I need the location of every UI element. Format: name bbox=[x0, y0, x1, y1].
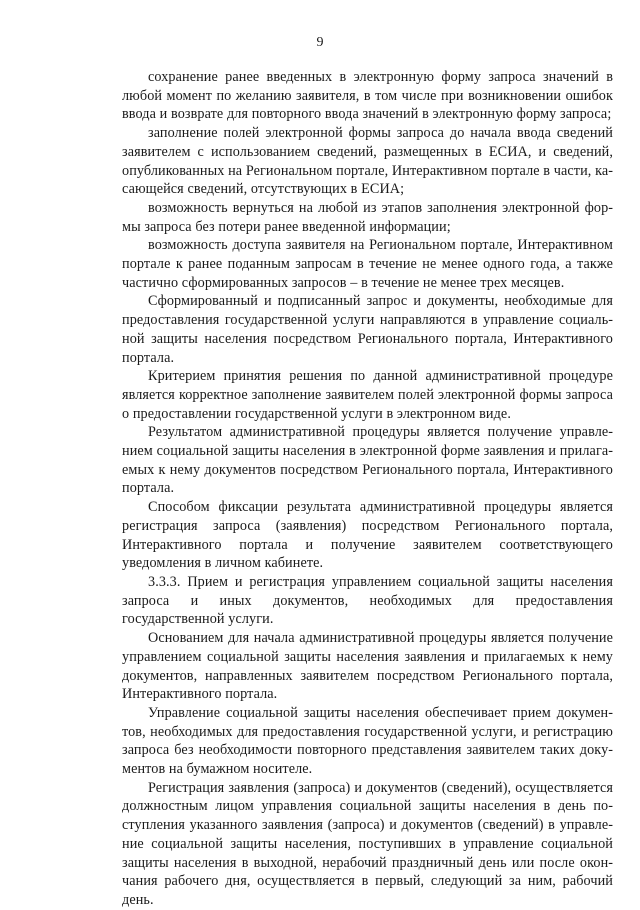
paragraph-return-to-steps: возможность вернуться на любой из этапов заполнения электронной формы запроса без потери ранее введенной информации; bbox=[122, 199, 613, 235]
paragraph-document-acceptance: Управление социальной защиты населения обеспечивает прием документов, необходимых для предоставления государственной услуги, и регистрацию запроса без необходимости повторного представления заявителем таких документов на бумажном носителе. bbox=[122, 704, 613, 778]
document-body bbox=[122, 68, 613, 910]
paragraph-result-fixation: Способом фиксации результата административной процедуры является регистрация запроса (заявления) посредством Регионального портала, Интерактивного портала и получение заявителем соответствующего уведомления в личном кабинете. bbox=[122, 499, 613, 572]
paragraph-request-submission: Сформированный и подписанный запрос и документы, необходимые для предоставления государственной услуги направляются в управление социальной защиты населения посредством Регионального портала, Интерактивного портала. bbox=[122, 293, 613, 366]
paragraph-procedure-basis: Основанием для начала административной процедуры является получение управлением социальной защиты населения заявления и прилагаемых к нему документов, направленных заявителем посредством Регионального портала, Интерактивного портала. bbox=[122, 630, 613, 703]
section-heading-3-3-3: 3.3.3. Прием и регистрация управлением социальной защиты населения запроса и иных документов, необходимых для предоставления государственной услуги. bbox=[122, 573, 613, 628]
paragraph-decision-criterion: Критерием принятия решения по данной административной процедуре является корректное заполнение заявителем полей электронной формы запроса о предоставлении государственной услуги в электронном виде. bbox=[122, 368, 613, 422]
paragraph-save-entered-values: сохранение ранее введенных в электронную форму запроса значений в любой момент по желанию заявителя, в том числе при возникновении ошибок ввода и возврате для повторного ввода значений в электронную форму запроса; bbox=[122, 69, 613, 123]
paragraph-registration: Регистрация заявления (запроса) и документов (сведений), осуществляется должностным лицом управления социальной защиты населения в день поступления указанного заявления (запроса) и документов (сведений) в управление социальной защиты населения, поступивших в управление социальной защиты населения в выходной, нерабочий праздничный день или после окончания рабочего дня, осуществляется в первый, следующий за ним, рабочий день. bbox=[122, 779, 613, 908]
paragraph-prefill-from-esia: заполнение полей электронной формы запроса до начала ввода сведений заявителем с использованием сведений, размещенных в ЕСИА, и сведений, опубликованных на Региональном портале, Интерактивном портале в части, касающейся сведений, отсутствующих в ЕСИА; bbox=[122, 125, 613, 198]
paragraph-procedure-result: Результатом административной процедуры является получение управлением социальной защиты населения в электронной форме заявления и прилагаемых к нему документов посредством Регионального портала, Интерактивного портала. bbox=[122, 424, 613, 497]
paragraph-access-previous-requests: возможность доступа заявителя на Региональном портале, Интерактивном портале к ранее поданным запросам в течение не менее одного года, а также частично сформированных запросов – в течение не менее трех месяцев. bbox=[122, 237, 613, 291]
page-number: 9 bbox=[316, 35, 324, 50]
